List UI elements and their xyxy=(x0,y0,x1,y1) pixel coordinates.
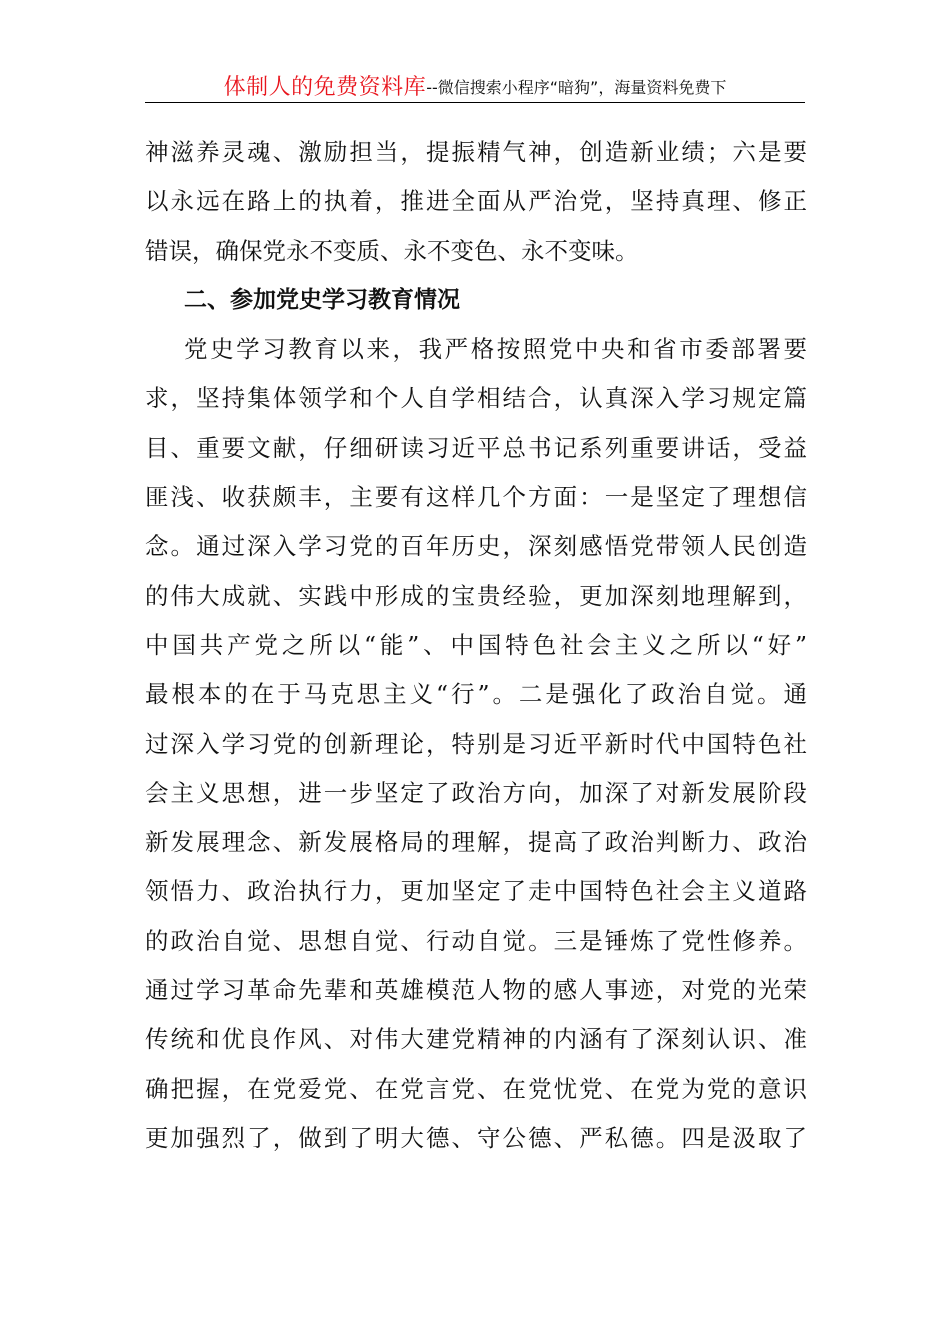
text-line: 确把握，在党爱党、在党言党、在党忧党、在党为党的意识 xyxy=(145,1074,807,1103)
header-slogan: --微信搜索小程序“暗狗”，海量资料免费下 xyxy=(426,78,727,97)
text-line: 中国共产党之所以“能”、中国特色社会主义之所以“好” xyxy=(145,630,807,659)
text-line: 新发展理念、新发展格局的理解，提高了政治判断力、政治 xyxy=(145,828,807,857)
page-header xyxy=(145,70,805,103)
text-line: 最根本的在于马克思主义“行”。二是强化了政治自觉。通 xyxy=(145,680,807,709)
text-line: 匪浅、收获颇丰，主要有这样几个方面：一是坚定了理想信 xyxy=(145,483,807,512)
text-line: 党史学习教育以来，我严格按照党中央和省市委部署要 xyxy=(184,335,807,364)
text-line: 会主义思想，进一步坚定了政治方向，加深了对新发展阶段 xyxy=(145,778,807,807)
text-line: 传统和优良作风、对伟大建党精神的内涵有了深刻认识、准 xyxy=(145,1025,807,1054)
section-heading: 二、参加党史学习教育情况 xyxy=(184,286,460,313)
text-line: 求，坚持集体领学和个人自学相结合，认真深入学习规定篇 xyxy=(145,384,807,413)
text-line: 念。通过深入学习党的百年历史，深刻感悟党带领人民创造 xyxy=(145,532,807,561)
text-line: 更加强烈了，做到了明大德、守公德、严私德。四是汲取了 xyxy=(145,1123,807,1152)
text-line: 过深入学习党的创新理论，特别是习近平新时代中国特色社 xyxy=(145,729,807,758)
text-line: 的伟大成就、实践中形成的宝贵经验，更加深刻地理解到， xyxy=(145,581,807,610)
text-line: 领悟力、政治执行力，更加坚定了走中国特色社会主义道路 xyxy=(145,877,807,906)
text-line: 神滋养灵魂、激励担当，提振精气神，创造新业绩；六是要 xyxy=(145,138,807,166)
document-body xyxy=(145,128,807,1163)
text-line: 的政治自觉、思想自觉、行动自觉。三是锤炼了党性修养。 xyxy=(145,926,807,955)
text-line: 以永远在路上的执着，推进全面从严治党，坚持真理、修正 xyxy=(145,187,807,216)
header-brand: 体制人的免费资料库 xyxy=(223,75,427,100)
text-line: 通过学习革命先辈和英雄模范人物的感人事迹，对党的光荣 xyxy=(145,976,807,1005)
text-line: 目、重要文献，仔细研读习近平总书记系列重要讲话，受益 xyxy=(145,433,807,462)
text-line: 错误，确保党永不变质、永不变色、永不变味。 xyxy=(145,236,639,265)
